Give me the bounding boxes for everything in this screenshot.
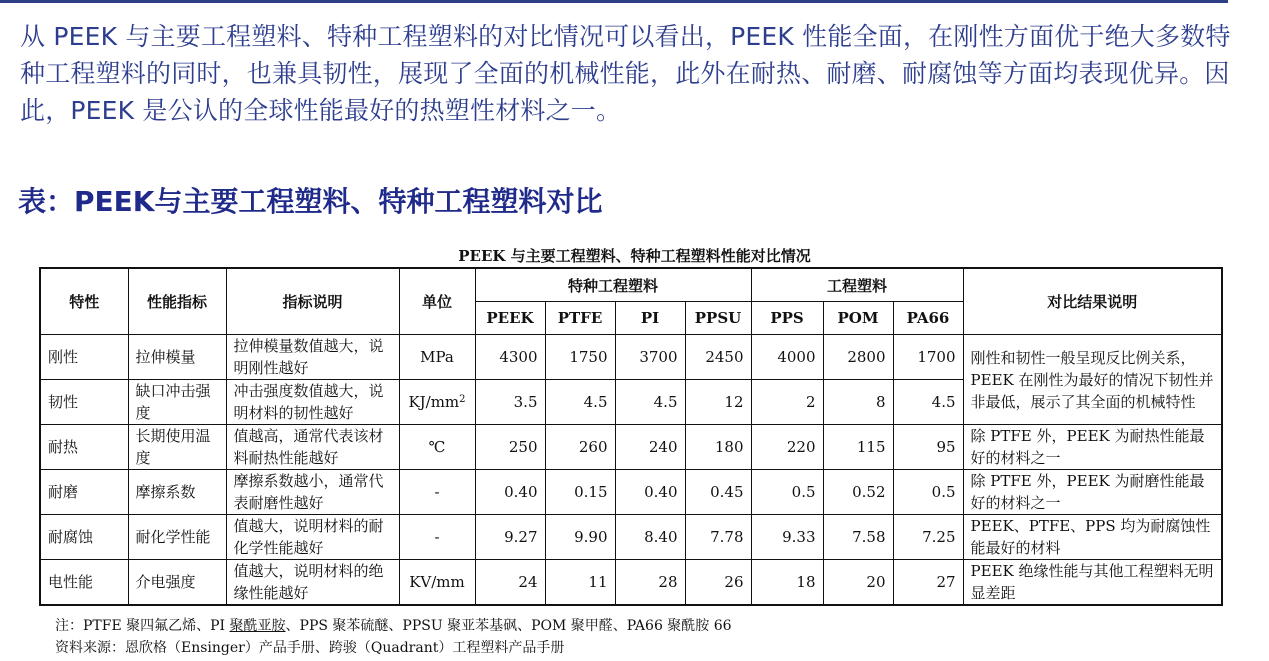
value-cell: 9.27: [475, 515, 545, 560]
row-property: 韧性: [40, 380, 128, 425]
table-row: [40, 515, 1222, 560]
header-material: PI: [615, 302, 685, 335]
row-index: 长期使用温度: [128, 425, 226, 470]
note-underlined-term: 聚酰亚胺: [229, 618, 286, 634]
value-cell: 2450: [685, 335, 751, 380]
value-cell: 0.5: [893, 470, 963, 515]
row-property: 刚性: [40, 335, 128, 380]
value-cell: 260: [545, 425, 615, 470]
value-cell: 7.78: [685, 515, 751, 560]
value-cell: 12: [685, 380, 751, 425]
value-cell: 250: [475, 425, 545, 470]
row-index: 拉伸模量: [128, 335, 226, 380]
header-index: 性能指标: [128, 268, 226, 335]
table-caption: PEEK 与主要工程塑料、特种工程塑料性能对比情况: [458, 247, 811, 265]
value-cell: 7.58: [823, 515, 893, 560]
header-material: PPSU: [685, 302, 751, 335]
source-note: 资料来源：恩欣格（Ensinger）产品手册、跨骏（Quadrant）工程塑料产品手册: [55, 640, 565, 656]
header-material: PTFE: [545, 302, 615, 335]
row-description: 拉伸模量数值越大，说明刚性越好: [226, 335, 399, 380]
intro-paragraph: 从 PEEK 与主要工程塑料、特种工程塑料的对比情况可以看出，PEEK 性能全面，在刚性方面优于绝大多数特种工程塑料的同时，也兼具韧性，展现了全面的机械性能，此外在耐热、耐磨、耐腐蚀等方面均表现优异。因此，PEEK 是公认的全球性能最好的热塑性材料之一。: [20, 22, 1231, 125]
value-cell: 26: [685, 560, 751, 606]
header-material: POM: [823, 302, 893, 335]
row-unit: -: [399, 515, 475, 560]
section-title: 表：PEEK与主要工程塑料、特种工程塑料对比: [18, 185, 603, 218]
unit-superscript: 2: [459, 394, 466, 405]
row-property: 耐腐蚀: [40, 515, 128, 560]
header-property: 特性: [40, 268, 128, 335]
value-cell: 4000: [751, 335, 823, 380]
value-cell: 95: [893, 425, 963, 470]
value-cell: 3.5: [475, 380, 545, 425]
row-description: 冲击强度数值越大，说明材料的韧性越好: [226, 380, 399, 425]
row-index: 摩擦系数: [128, 470, 226, 515]
comparison-table-wrapper: [39, 267, 1221, 606]
value-cell: 2: [751, 380, 823, 425]
header-special-group: 特种工程塑料: [475, 268, 751, 302]
value-cell: 0.5: [751, 470, 823, 515]
row-property: 耐磨: [40, 470, 128, 515]
header-material: PA66: [893, 302, 963, 335]
value-cell: 24: [475, 560, 545, 606]
table-row: [40, 470, 1222, 515]
row-description: 摩擦系数越小，通常代表耐磨性越好: [226, 470, 399, 515]
value-cell: 28: [615, 560, 685, 606]
row-unit: -: [399, 470, 475, 515]
value-cell: 8.40: [615, 515, 685, 560]
row-description: 值越高，通常代表该材料耐热性能越好: [226, 425, 399, 470]
value-cell: 115: [823, 425, 893, 470]
header-result: 对比结果说明: [963, 268, 1222, 335]
header-engineering-group: 工程塑料: [751, 268, 963, 302]
value-cell: 4.5: [615, 380, 685, 425]
value-cell: 1750: [545, 335, 615, 380]
header-material: PEEK: [475, 302, 545, 335]
note-prefix: 注：PTFE 聚四氟乙烯、PI: [55, 618, 230, 634]
row-property: 耐热: [40, 425, 128, 470]
value-cell: 180: [685, 425, 751, 470]
value-cell: 9.90: [545, 515, 615, 560]
table-row: [40, 335, 1222, 380]
value-cell: 1700: [893, 335, 963, 380]
value-cell: 7.25: [893, 515, 963, 560]
table-row: [40, 560, 1222, 606]
row-property: 电性能: [40, 560, 128, 606]
value-cell: 4.5: [893, 380, 963, 425]
value-cell: 4.5: [545, 380, 615, 425]
unit-text: KJ/mm: [408, 393, 460, 411]
value-cell: 4300: [475, 335, 545, 380]
row-unit: MPa: [399, 335, 475, 380]
value-cell: 0.15: [545, 470, 615, 515]
result-cell: PEEK、PTFE、PPS 均为耐腐蚀性能最好的材料: [963, 515, 1222, 560]
result-cell: 刚性和韧性一般呈现反比例关系，PEEK 在刚性为最好的情况下韧性并非最低，展示了其全面的机械特性: [963, 335, 1222, 425]
value-cell: 220: [751, 425, 823, 470]
row-index: 缺口冲击强度: [128, 380, 226, 425]
row-description: 值越大，说明材料的耐化学性能越好: [226, 515, 399, 560]
result-cell: 除 PTFE 外，PEEK 为耐磨性能最好的材料之一: [963, 470, 1222, 515]
row-unit: KV/mm: [399, 560, 475, 606]
comparison-table: [39, 267, 1223, 606]
value-cell: 8: [823, 380, 893, 425]
value-cell: 9.33: [751, 515, 823, 560]
row-index: 耐化学性能: [128, 515, 226, 560]
value-cell: 0.52: [823, 470, 893, 515]
value-cell: 2800: [823, 335, 893, 380]
result-cell: 除 PTFE 外，PEEK 为耐热性能最好的材料之一: [963, 425, 1222, 470]
value-cell: 20: [823, 560, 893, 606]
row-unit: ℃: [399, 425, 475, 470]
header-description: 指标说明: [226, 268, 399, 335]
value-cell: 0.40: [615, 470, 685, 515]
value-cell: 0.45: [685, 470, 751, 515]
value-cell: 0.40: [475, 470, 545, 515]
table-row: [40, 425, 1222, 470]
top-rule: [0, 0, 1228, 3]
value-cell: 11: [545, 560, 615, 606]
value-cell: 240: [615, 425, 685, 470]
result-cell: PEEK 绝缘性能与其他工程塑料无明显差距: [963, 560, 1222, 606]
row-description: 值越大，说明材料的绝缘性能越好: [226, 560, 399, 606]
header-unit: 单位: [399, 268, 475, 335]
header-material: PPS: [751, 302, 823, 335]
row-index: 介电强度: [128, 560, 226, 606]
note-suffix: 、PPS 聚苯硫醚、PPSU 聚亚苯基砜、POM 聚甲醛、PA66 聚酰胺 66: [285, 618, 732, 634]
value-cell: 27: [893, 560, 963, 606]
value-cell: 3700: [615, 335, 685, 380]
value-cell: 18: [751, 560, 823, 606]
table-note: [55, 615, 732, 635]
row-unit: [399, 380, 475, 425]
